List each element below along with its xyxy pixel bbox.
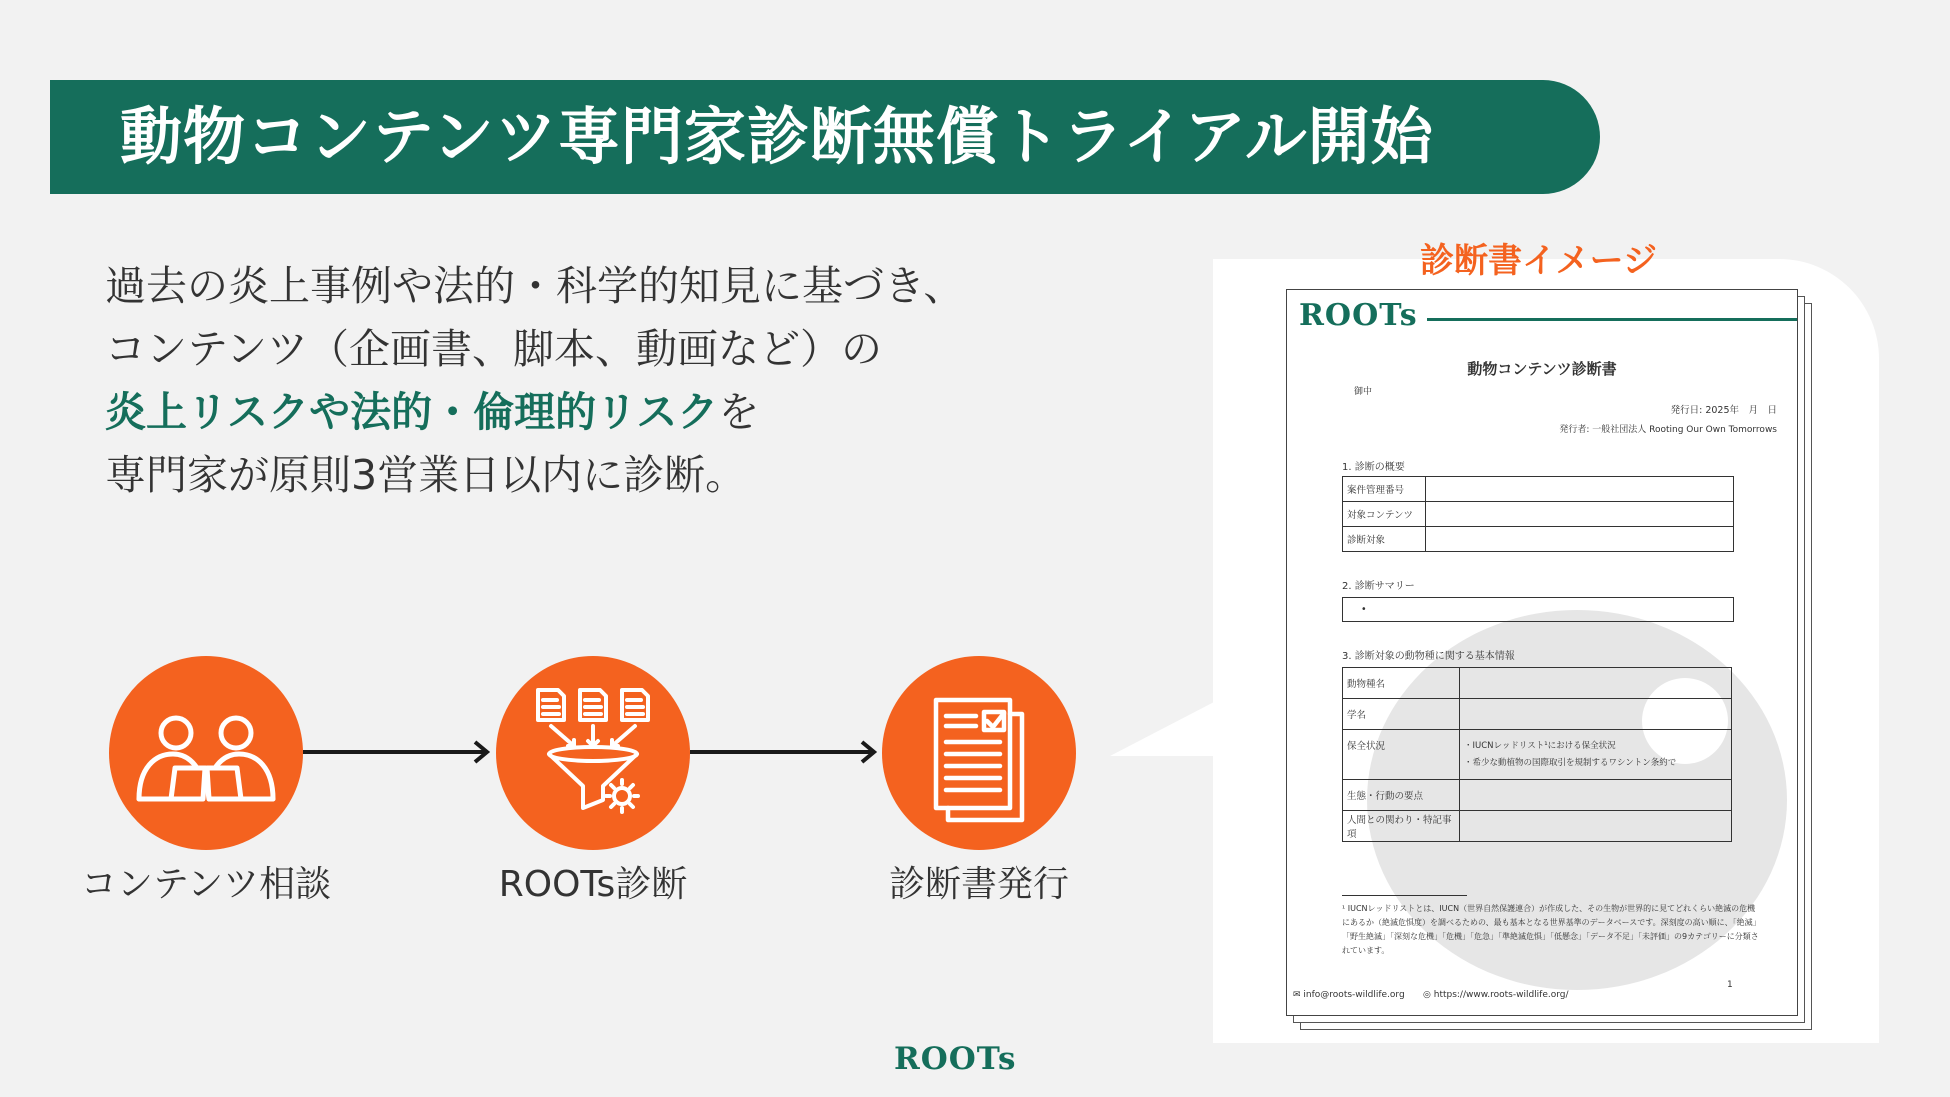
section3-conservation-value [1460,730,1732,780]
document-funnel-gear-icon [496,656,690,850]
section1-row-value [1426,502,1734,527]
diagnosis-step-circle [496,656,690,850]
section3-row-label: 生態・行動の要点 [1343,780,1460,811]
intro-line-2: コンテンツ（企画書、脚本、動画など）の [105,325,882,373]
section1-row-label: 対象コンテンツ [1343,502,1426,527]
section2-table [1342,597,1734,622]
section1-row-value [1426,527,1734,552]
conservation-note-2: ・希少な動植物の国際取引を規制するワシントン条約で [1464,757,1677,768]
section3-row-value [1460,780,1732,811]
sheet-website [1423,990,1569,1000]
footer-logo: ROOTs [894,1041,1017,1077]
section3-row-label: 人間との関わり・特記事項 [1343,811,1460,842]
sheet-addressee: 御中 [1354,387,1373,397]
document-sheet [1286,289,1798,1016]
flow-arrow-2 [690,737,885,767]
sheet-issue-date: 発行日: 2025年 月 日 [1670,405,1777,416]
section1-row-label: 案件管理番号 [1343,477,1426,502]
section1-row-label: 診断対象 [1343,527,1426,552]
sheet-title: 動物コンテンツ診断書 [1467,360,1617,378]
speech-bubble-tail [1100,690,1220,770]
flow-arrow-1 [303,737,498,767]
document-preview-caption: 診断書イメージ [1420,241,1657,281]
sheet-email [1293,990,1405,1000]
report-step-circle [882,656,1076,850]
section3-heading: 3. 診断対象の動物種に関する基本情報 [1342,651,1515,662]
sheet-page-number: 1 [1727,980,1733,990]
intro-line-1: 過去の炎上事例や法的・科学的知見に基づき、 [105,262,965,310]
section2-heading: 2. 診断サマリー [1342,581,1415,592]
section1-table [1342,476,1734,552]
sheet-logo: ROOTs [1299,298,1418,333]
consultation-people-icon [109,656,303,850]
section3-row-label: 動物種名 [1343,668,1460,699]
sheet-email-text: info@roots-wildlife.org [1303,990,1405,1000]
footnote-divider [1342,895,1467,896]
sheet-website-text: https://www.roots-wildlife.org/ [1433,990,1569,1000]
section3-row-value [1460,811,1732,842]
sheet-issuer: 発行者: 一般社団法人 Rooting Our Own Tomorrows [1559,425,1777,435]
section1-heading: 1. 診断の概要 [1342,462,1405,473]
intro-highlight: 炎上リスクや法的・倫理的リスク [105,388,719,436]
flow-label-consultation: コンテンツ相談 [80,864,332,905]
title-banner [50,80,1600,194]
section3-row-value [1460,668,1732,699]
flow-label-diagnosis: ROOTs診断 [498,864,688,905]
section3-row-label: 保全状況 [1343,730,1460,780]
globe-icon: ◎ [1423,990,1431,1000]
consultation-step-circle [109,656,303,850]
intro-line-3-suffix: を [718,388,760,436]
section3-row-label: 学名 [1343,699,1460,730]
mail-icon: ✉ [1293,990,1301,1000]
footnote-text: ¹ IUCNレッドリストとは、IUCN（世界自然保護連合）が作成した、その生物が世界的に見てどれくらい絶滅の危機にあるか（絶滅危惧度）を調べるための、最も基本となる世界基準のデータベースです。深刻度の高い順に、「絶滅」「野生絶滅」「深刻な危機」「危機」「危急」「準絶滅危惧」「低懸念」「データ不足」「未評価」の9カテゴリーに分類されています。 [1342,904,1761,955]
checklist-document-icon [882,656,1076,850]
page-title: 動物コンテンツ専門家診断無償トライアル開始 [120,100,1434,173]
flow-label-report: 診断書発行 [888,864,1069,905]
intro-paragraph [105,255,1105,507]
section3-table [1342,667,1732,842]
intro-line-3 [105,381,1105,444]
section2-bullet: • [1343,598,1734,622]
section3-row-value [1460,699,1732,730]
section1-row-value [1426,477,1734,502]
intro-line-4: 専門家が原則3営業日以内に診断。 [105,451,747,499]
conservation-note-1: ・IUCNレッドリスト¹における保全状況 [1464,740,1616,751]
sheet-header-rule [1427,318,1797,321]
